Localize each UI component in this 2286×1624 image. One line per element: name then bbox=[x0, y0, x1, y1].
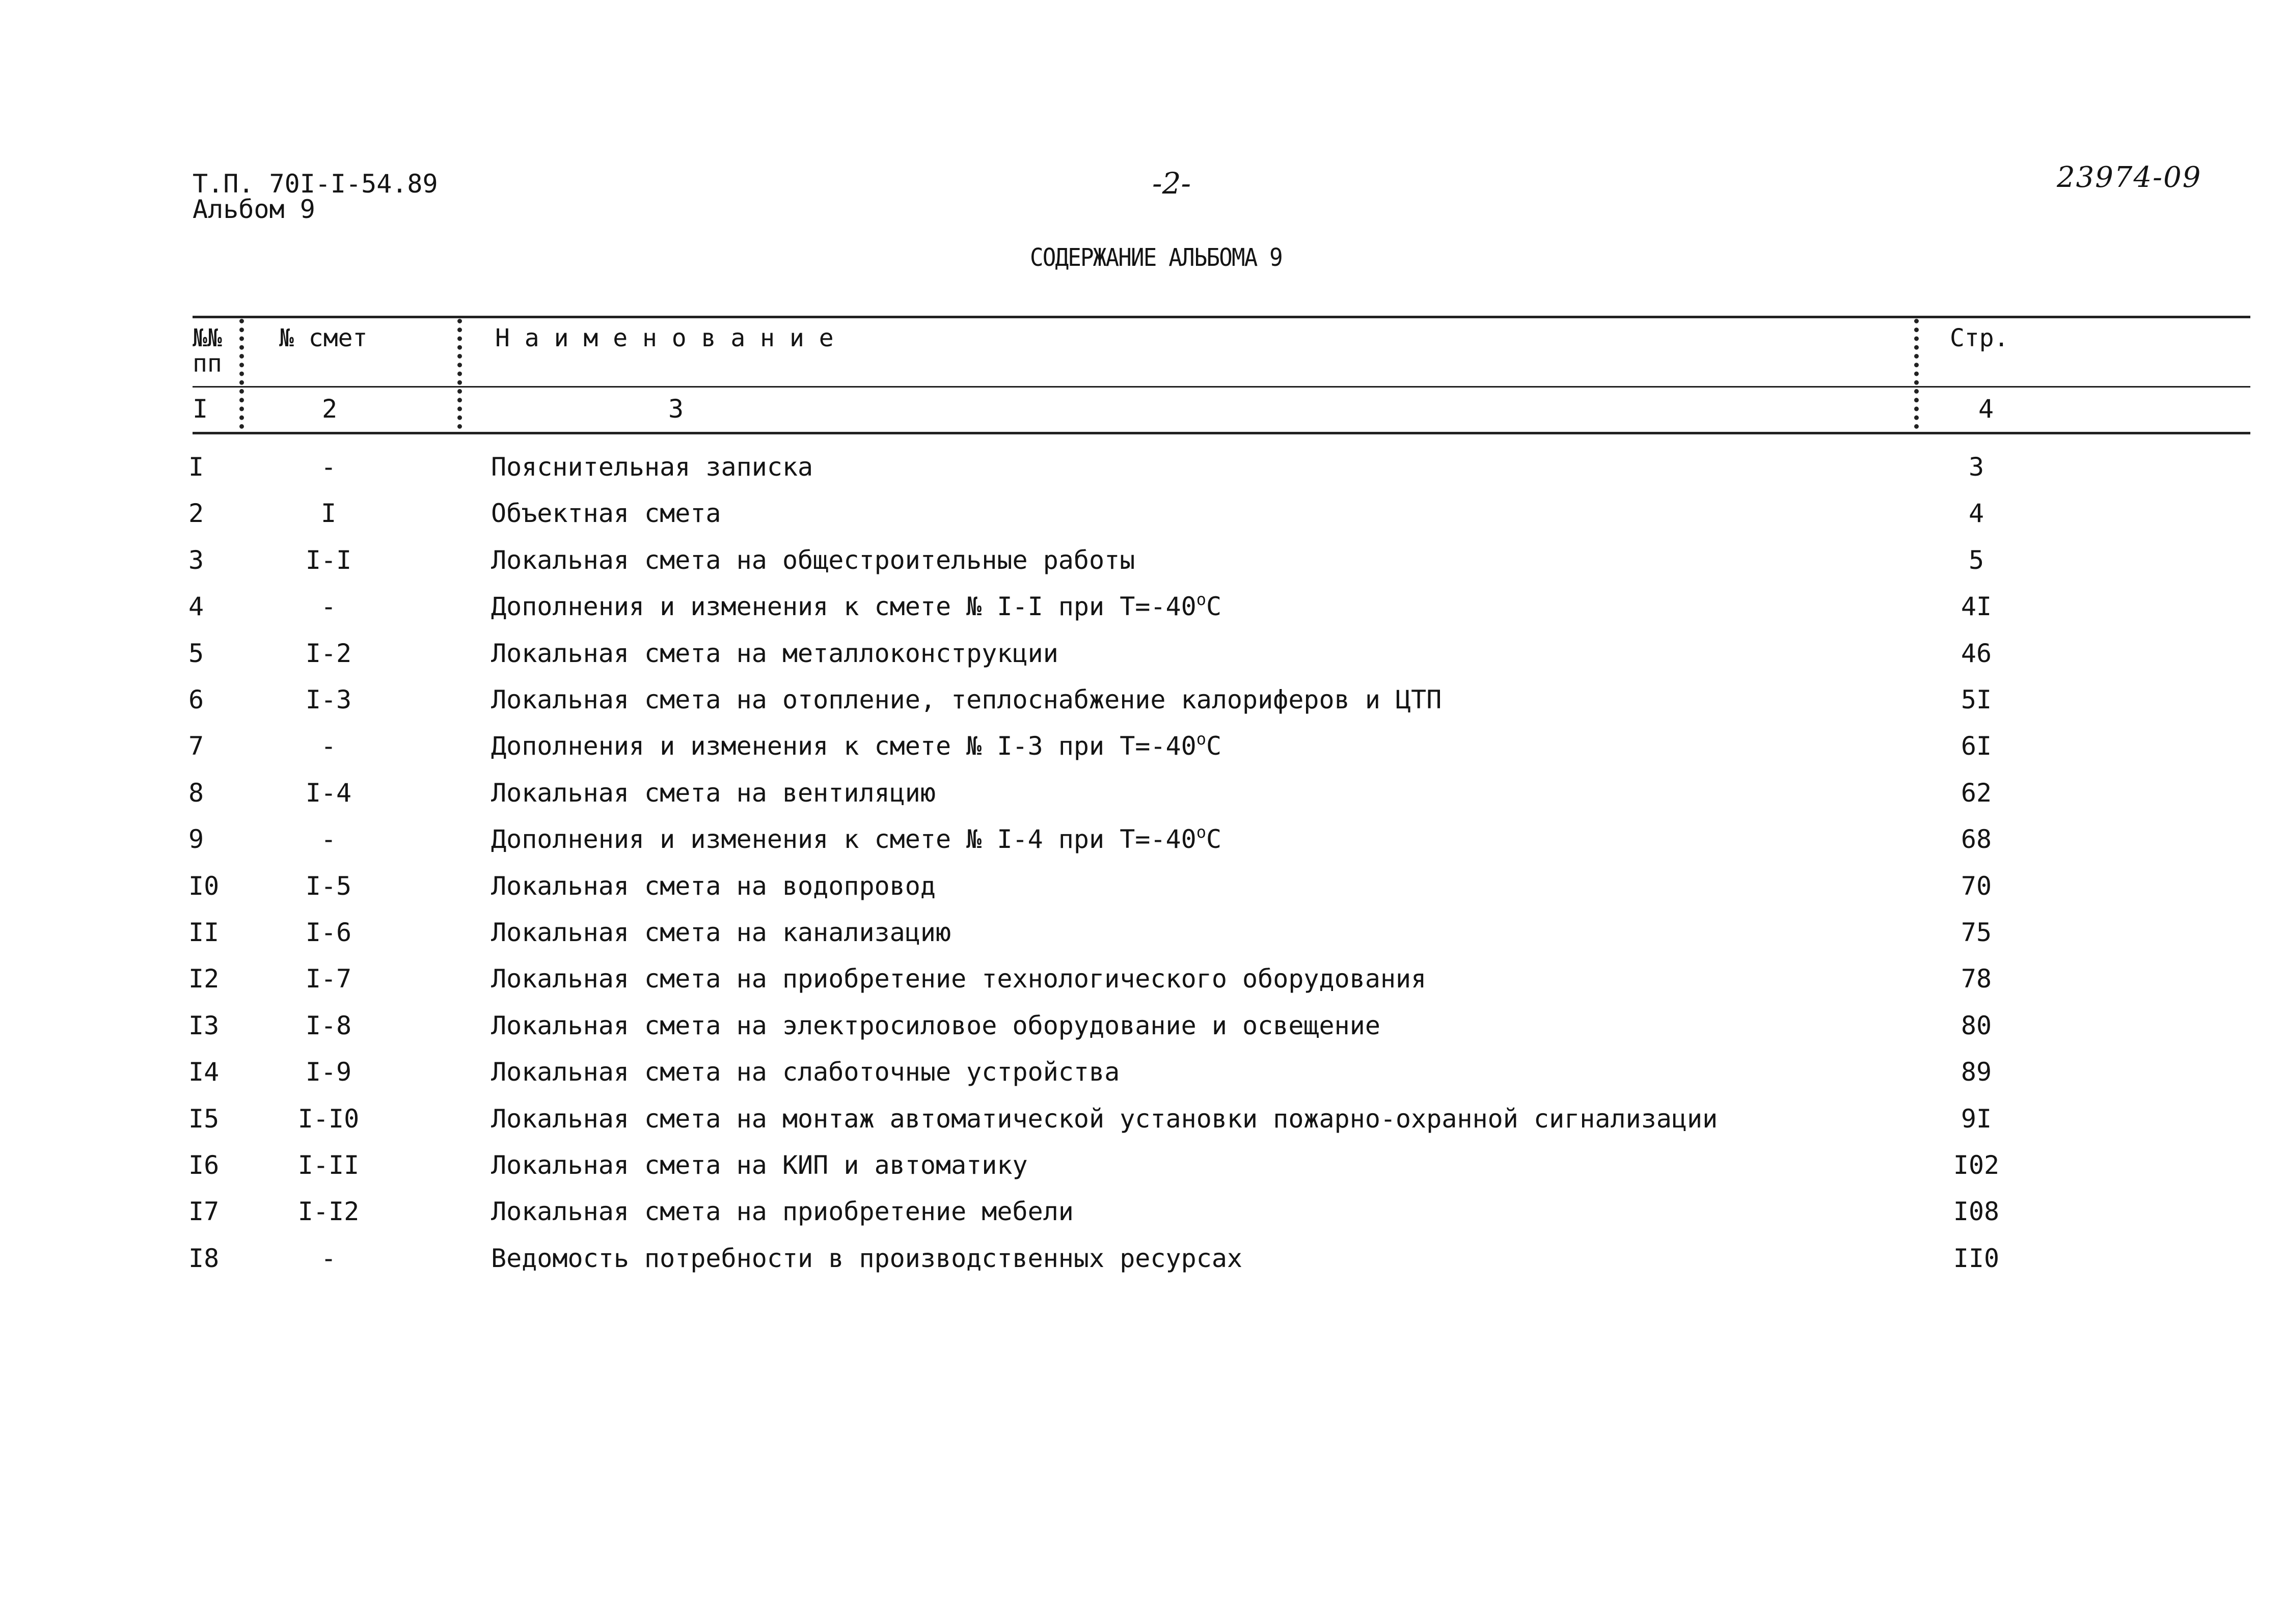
item-name-text: Локальная смета на водопровод bbox=[491, 871, 936, 901]
table-row bbox=[0, 1059, 2286, 1100]
row-number: I2 bbox=[188, 964, 220, 994]
degree-sign: o bbox=[1196, 729, 1206, 749]
estimate-number: I-4 bbox=[305, 778, 352, 808]
page-ref: 46 bbox=[1961, 639, 1992, 668]
row-number: I4 bbox=[188, 1057, 220, 1087]
column-separator bbox=[457, 319, 462, 429]
estimate-number: I-8 bbox=[305, 1011, 352, 1040]
degree-sign: o bbox=[1196, 822, 1206, 842]
table-row bbox=[0, 920, 2286, 960]
row-number: I7 bbox=[188, 1197, 220, 1226]
table-row bbox=[0, 590, 2286, 635]
column-number: 3 bbox=[668, 394, 684, 424]
item-name-text: Пояснительная записка bbox=[491, 452, 813, 482]
table-row bbox=[0, 1199, 2286, 1240]
row-number: 2 bbox=[188, 499, 204, 528]
page-number: -2- bbox=[1152, 166, 1191, 201]
degree-sign: o bbox=[1196, 590, 1206, 609]
table-row bbox=[0, 501, 2286, 541]
row-number: 6 bbox=[188, 685, 204, 714]
page-ref: II0 bbox=[1953, 1244, 2000, 1273]
table-row bbox=[0, 454, 2286, 495]
page-ref: 75 bbox=[1961, 918, 1992, 947]
table-row bbox=[0, 547, 2286, 588]
estimate-number: I-5 bbox=[305, 871, 352, 901]
item-name bbox=[491, 1199, 1074, 1224]
estimate-number: - bbox=[320, 452, 337, 482]
row-number: I bbox=[188, 452, 204, 482]
estimate-number: I-II bbox=[297, 1150, 360, 1180]
page-ref: 89 bbox=[1961, 1057, 1992, 1087]
item-name-unit: С bbox=[1206, 824, 1222, 854]
item-name bbox=[491, 454, 813, 480]
page-ref: 4I bbox=[1961, 592, 1992, 621]
page-title: СОДЕРЖАНИЕ АЛЬБОМА 9 bbox=[1030, 243, 1282, 272]
item-name bbox=[491, 590, 1222, 621]
page-ref: 78 bbox=[1961, 964, 1992, 994]
item-name bbox=[491, 547, 1135, 573]
item-name bbox=[491, 1246, 1242, 1271]
estimate-number: I-2 bbox=[305, 639, 352, 668]
table-top-rule bbox=[193, 316, 2250, 318]
table-row bbox=[0, 1013, 2286, 1054]
row-number: 9 bbox=[188, 824, 204, 854]
column-separator bbox=[239, 319, 244, 429]
page-ref: 80 bbox=[1961, 1011, 1992, 1040]
estimate-number: I-3 bbox=[305, 685, 352, 714]
item-name bbox=[491, 1059, 1120, 1085]
row-number: 8 bbox=[188, 778, 204, 808]
row-number: I8 bbox=[188, 1244, 220, 1273]
header-col-number-line2: пп bbox=[193, 349, 222, 378]
item-name bbox=[491, 1106, 1718, 1132]
item-name-text: Локальная смета на слаботочные устройства bbox=[491, 1057, 1120, 1087]
page-ref: 3 bbox=[1968, 452, 1984, 482]
item-name-text: Локальная смета на отопление, теплоснабжение калориферов и ЦТП bbox=[491, 685, 1442, 714]
page-ref: I08 bbox=[1953, 1197, 2000, 1226]
item-name-text: Локальная смета на общестроительные работы bbox=[491, 545, 1135, 575]
page-ref: 9I bbox=[1961, 1104, 1992, 1134]
page-ref: 70 bbox=[1961, 871, 1992, 901]
item-name bbox=[491, 822, 1222, 854]
item-name-text: Дополнения и изменения к смете № I-4 при Т=-40 bbox=[491, 824, 1196, 854]
row-number: 3 bbox=[188, 545, 204, 575]
item-name bbox=[491, 920, 951, 945]
page-ref: 68 bbox=[1961, 824, 1992, 854]
item-name-text: Локальная смета на металлоконструкции bbox=[491, 639, 1058, 668]
table-row bbox=[0, 641, 2286, 681]
row-number: 7 bbox=[188, 731, 204, 761]
item-name-text: Локальная смета на электросиловое оборудование и освещение bbox=[491, 1011, 1380, 1040]
item-name-unit: С bbox=[1206, 731, 1222, 761]
estimate-number: I-6 bbox=[305, 918, 352, 947]
item-name bbox=[491, 641, 1058, 666]
estimate-number: - bbox=[320, 1244, 337, 1273]
page-ref: I02 bbox=[1953, 1150, 2000, 1180]
header-col-name: Н а и м е н о в а н и е bbox=[495, 324, 834, 352]
item-name-text: Локальная смета на вентиляцию bbox=[491, 778, 936, 808]
page-ref: 62 bbox=[1961, 778, 1992, 808]
estimate-number: I-7 bbox=[305, 964, 352, 994]
handwritten-stamp: 23974-09 bbox=[2057, 161, 2202, 194]
item-name-text: Локальная смета на приобретение технологического оборудования bbox=[491, 964, 1427, 994]
item-name-text: Локальная смета на канализацию bbox=[491, 918, 951, 947]
row-number: I0 bbox=[188, 871, 220, 901]
table-row bbox=[0, 729, 2286, 774]
table-header-rule bbox=[193, 386, 2250, 388]
item-name bbox=[491, 687, 1441, 712]
table-row bbox=[0, 687, 2286, 728]
row-number: 4 bbox=[188, 592, 204, 621]
item-name-text: Ведомость потребности в производственных ресурсах bbox=[491, 1244, 1243, 1273]
item-name bbox=[491, 966, 1426, 992]
row-number: I5 bbox=[188, 1104, 220, 1134]
item-name-text: Объектная смета bbox=[491, 499, 721, 528]
header-col-page: Стр. bbox=[1950, 324, 2009, 352]
item-name-unit: С bbox=[1206, 592, 1222, 621]
column-number: I bbox=[193, 394, 208, 424]
item-name-text: Локальная смета на КИП и автоматику bbox=[491, 1150, 1028, 1180]
column-separator bbox=[1914, 319, 1919, 429]
item-name-text: Дополнения и изменения к смете № I-I при Т=-40 bbox=[491, 592, 1196, 621]
table-row bbox=[0, 873, 2286, 914]
page-ref: 4 bbox=[1968, 499, 1984, 528]
item-name bbox=[491, 729, 1222, 761]
page-ref: 6I bbox=[1961, 731, 1992, 761]
estimate-number: I-I2 bbox=[297, 1197, 360, 1226]
item-name bbox=[491, 501, 721, 526]
estimate-number: - bbox=[320, 824, 337, 854]
column-number: 4 bbox=[1978, 394, 1994, 424]
row-number: I6 bbox=[188, 1150, 220, 1180]
row-number: II bbox=[188, 918, 220, 947]
item-name bbox=[491, 1013, 1380, 1038]
table-row bbox=[0, 780, 2286, 821]
item-name-text: Дополнения и изменения к смете № I-3 при Т=-40 bbox=[491, 731, 1196, 761]
estimate-number: I-I0 bbox=[297, 1104, 360, 1134]
item-name bbox=[491, 780, 936, 806]
estimate-number: - bbox=[320, 592, 337, 621]
table-row bbox=[0, 822, 2286, 867]
item-name-text: Локальная смета на монтаж автоматической установки пожарно-охранной сигнализации bbox=[491, 1104, 1718, 1134]
item-name bbox=[491, 873, 936, 899]
row-number: I3 bbox=[188, 1011, 220, 1040]
column-number: 2 bbox=[322, 394, 338, 424]
estimate-number: I-I bbox=[305, 545, 352, 575]
table-row bbox=[0, 1106, 2286, 1147]
item-name bbox=[491, 1152, 1028, 1178]
header-col-estimate: № смет bbox=[279, 324, 368, 352]
estimate-number: - bbox=[320, 731, 337, 761]
document-code: Т.П. 70I-I-54.89 bbox=[193, 169, 438, 199]
table-row bbox=[0, 966, 2286, 1007]
header-col-number: №№ bbox=[193, 324, 222, 352]
item-name-text: Локальная смета на приобретение мебели bbox=[491, 1197, 1074, 1226]
estimate-number: I-9 bbox=[305, 1057, 352, 1087]
table-row bbox=[0, 1246, 2286, 1286]
table-row bbox=[0, 1152, 2286, 1193]
album-label: Альбом 9 bbox=[193, 195, 315, 224]
table-bottom-rule bbox=[193, 432, 2250, 434]
page-ref: 5I bbox=[1961, 685, 1992, 714]
page-ref: 5 bbox=[1968, 545, 1984, 575]
estimate-number: I bbox=[320, 499, 337, 528]
row-number: 5 bbox=[188, 639, 204, 668]
